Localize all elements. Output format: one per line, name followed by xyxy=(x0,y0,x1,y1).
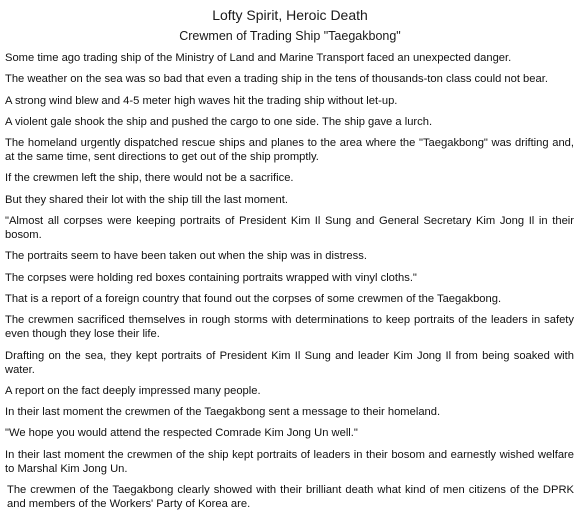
article-subtitle: Crewmen of Trading Ship "Taegakbong" xyxy=(179,29,401,43)
paragraph: But they shared their lot with the ship till the last moment. xyxy=(5,193,288,206)
paragraph: A report on the fact deeply impressed many people. xyxy=(5,384,261,397)
paragraph: The crewmen of the Taegakbong clearly showed with their brilliant death what kind of men citizens of the DPRK and members of the Workers' Party of Korea are. xyxy=(7,484,574,511)
paragraph: A violent gale shook the ship and pushed the cargo to one side. The ship gave a lurch. xyxy=(5,115,433,128)
paragraph: Drafting on the sea, they kept portraits of President Kim Il Sung and leader Kim Jong Il from being soaked with water. xyxy=(5,349,574,376)
paragraph: If the crewmen left the ship, there would not be a sacrifice. xyxy=(5,172,294,185)
paragraph: The portraits seem to have been taken out when the ship was in distress. xyxy=(5,250,367,263)
paragraph: "Almost all corpses were keeping portraits of President Kim Il Sung and General Secretary Kim Jong Il in their bosom. xyxy=(5,215,574,242)
paragraph: A strong wind blew and 4-5 meter high waves hit the trading ship without let-up. xyxy=(5,94,398,107)
paragraph: The weather on the sea was so bad that even a trading ship in the tens of thousands-ton class could not bear. xyxy=(5,73,548,86)
paragraph: In their last moment the crewmen of the Taegakbong sent a message to their homeland. xyxy=(5,406,441,419)
paragraph: The corpses were holding red boxes containing portraits wrapped with vinyl cloths." xyxy=(5,271,417,284)
paragraph: The crewmen sacrificed themselves in rough storms with determinations to keep portraits of the leaders in safety even though they lose their life. xyxy=(5,314,574,341)
article-body xyxy=(5,51,574,518)
paragraph: Some time ago trading ship of the Ministry of Land and Marine Transport faced an unexpected danger. xyxy=(5,52,512,64)
paragraph: "We hope you would attend the respected Comrade Kim Jong Un well." xyxy=(5,427,358,440)
paragraph: The homeland urgently dispatched rescue ships and planes to the area where the "Taegakbong" was drifting and, at the same time, sent directions to get out of the ship promptly. xyxy=(5,137,574,164)
article-title: Lofty Spirit, Heroic Death xyxy=(212,7,368,23)
paragraph: That is a report of a foreign country that found out the corpses of some crewmen of the Taegakbong. xyxy=(5,292,502,305)
paragraph: In their last moment the crewmen of the ship kept portraits of leaders in their bosom and earnestly wished welfare to Marshal Kim Jong Un. xyxy=(5,448,574,475)
